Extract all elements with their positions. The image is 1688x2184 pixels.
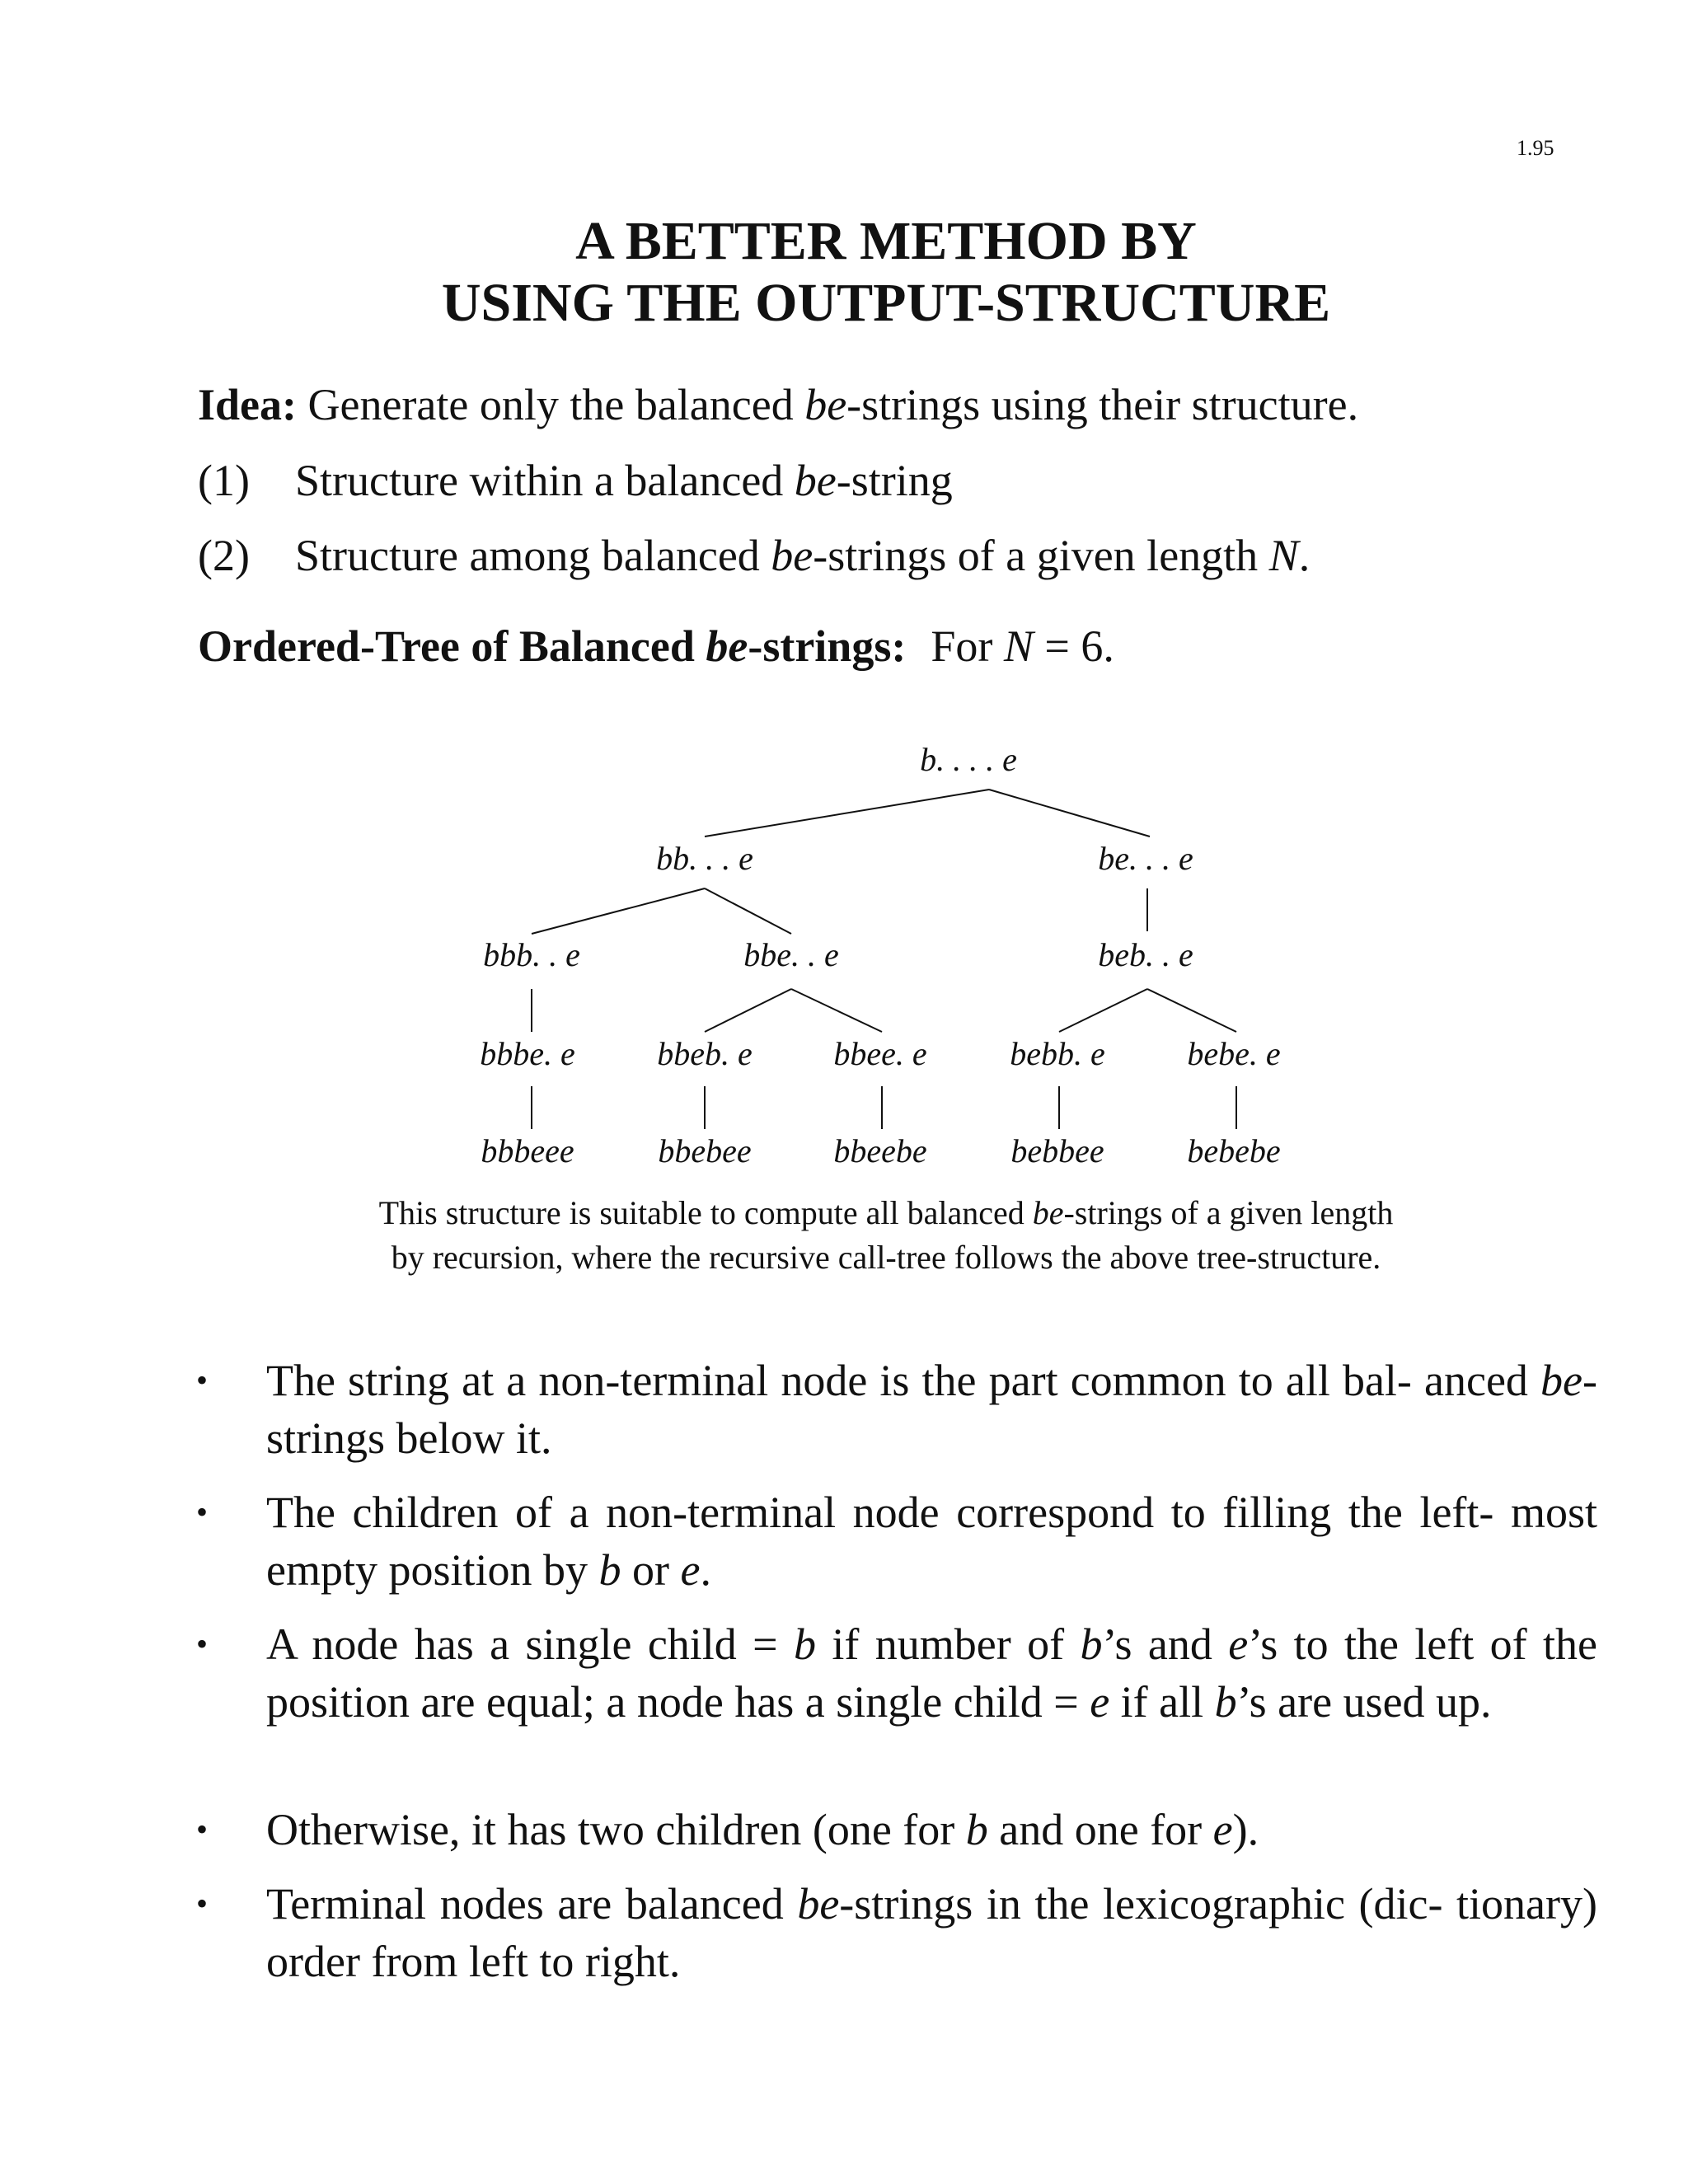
bullet-text: A node has a single child = b if number of b’s and e’s to the left of the position are equal; a node has a single child = e if all b’s are used up. bbox=[266, 1619, 1597, 1727]
item-text-b: -strings of a given length bbox=[813, 531, 1269, 580]
bullet-dot: • bbox=[196, 1885, 209, 1922]
tree-node-beb: beb. . e bbox=[1098, 936, 1193, 973]
item-number: (2) bbox=[198, 531, 250, 580]
item-text-a: Structure among balanced bbox=[295, 531, 771, 580]
tree-edge bbox=[1059, 989, 1147, 1032]
item-be: be bbox=[794, 456, 837, 505]
bullet-dot: • bbox=[196, 1493, 209, 1530]
tree-leaf: bbebee bbox=[658, 1132, 752, 1169]
tree-caption bbox=[0, 1191, 1688, 1280]
bullet-dot: • bbox=[196, 1625, 209, 1662]
bullet-text: Otherwise, it has two children (one for b and one for e). bbox=[266, 1805, 1259, 1854]
tree-node-bb: bb. . . e bbox=[656, 840, 753, 877]
item-be: be bbox=[771, 531, 814, 580]
tree-edge bbox=[791, 989, 882, 1032]
tree-node-bbe: bbe. . e bbox=[743, 936, 839, 973]
bullet-dot: • bbox=[196, 1811, 209, 1848]
bullet-text: Terminal nodes are balanced be-strings in the lexicographic (dic- tionary) order from left to right. bbox=[266, 1879, 1597, 1986]
title-line-1: A BETTER METHOD BY bbox=[575, 211, 1197, 271]
idea-label: Idea: bbox=[198, 380, 297, 429]
ordered-n: N bbox=[1003, 621, 1034, 671]
tree-edge bbox=[705, 888, 791, 934]
tree-edge bbox=[532, 888, 705, 934]
item-text-b: -string bbox=[836, 456, 953, 505]
tree-edge bbox=[989, 790, 1150, 837]
caption-line-2: by recursion, where the recursive call-tree follows the above tree-structure. bbox=[391, 1239, 1381, 1276]
tree-node-bebe: bebe. e bbox=[1187, 1035, 1281, 1072]
tree-leaf: bbeebe bbox=[833, 1132, 927, 1169]
ordered-label: Ordered-Tree of Balanced be-strings: bbox=[198, 621, 907, 671]
tree-node-bbb: bbb. . e bbox=[483, 936, 580, 973]
tree-leaf: bebebe bbox=[1187, 1132, 1281, 1169]
tree-edge bbox=[705, 989, 791, 1032]
item-text-a: Structure within a balanced bbox=[295, 456, 795, 505]
tree-node-bbee: bbee. e bbox=[833, 1035, 927, 1072]
bullet-text: The children of a non-terminal node correspond to filling the left- most empty position by b or e. bbox=[266, 1488, 1597, 1595]
item-number: (1) bbox=[198, 456, 250, 505]
idea-text-a: Generate only the balanced bbox=[297, 380, 805, 429]
tree-node-bebb: bebb. e bbox=[1010, 1035, 1105, 1072]
ordered-for: For bbox=[931, 621, 1004, 671]
item-end: . bbox=[1298, 531, 1311, 580]
tree-leaf: bbbeee bbox=[481, 1132, 574, 1169]
tree-edge bbox=[1147, 989, 1236, 1032]
tree-edge bbox=[705, 790, 989, 837]
ordered-eq: = 6. bbox=[1033, 621, 1114, 671]
idea-be: be bbox=[804, 380, 847, 429]
tree-node-be: be. . . e bbox=[1098, 840, 1193, 877]
tree-node-root: b. . . . e bbox=[920, 741, 1017, 778]
tree-node-bbbe: bbbe. e bbox=[480, 1035, 575, 1072]
page-number: 1.95 bbox=[1517, 136, 1554, 160]
tree-leaf: bebbee bbox=[1010, 1132, 1104, 1169]
item-n: N bbox=[1268, 531, 1299, 580]
tree-node-bbeb: bbeb. e bbox=[657, 1035, 753, 1072]
title-line-2: USING THE OUTPUT-STRUCTURE bbox=[441, 273, 1331, 333]
caption-line-1: This structure is suitable to compute all balanced be-strings of a given length bbox=[378, 1194, 1394, 1231]
bullet-text: The string at a non-terminal node is the part common to all bal- anced be-strings below it. bbox=[266, 1356, 1597, 1463]
idea-text-b: -strings using their structure. bbox=[846, 380, 1359, 429]
bullet-dot: • bbox=[196, 1361, 209, 1399]
